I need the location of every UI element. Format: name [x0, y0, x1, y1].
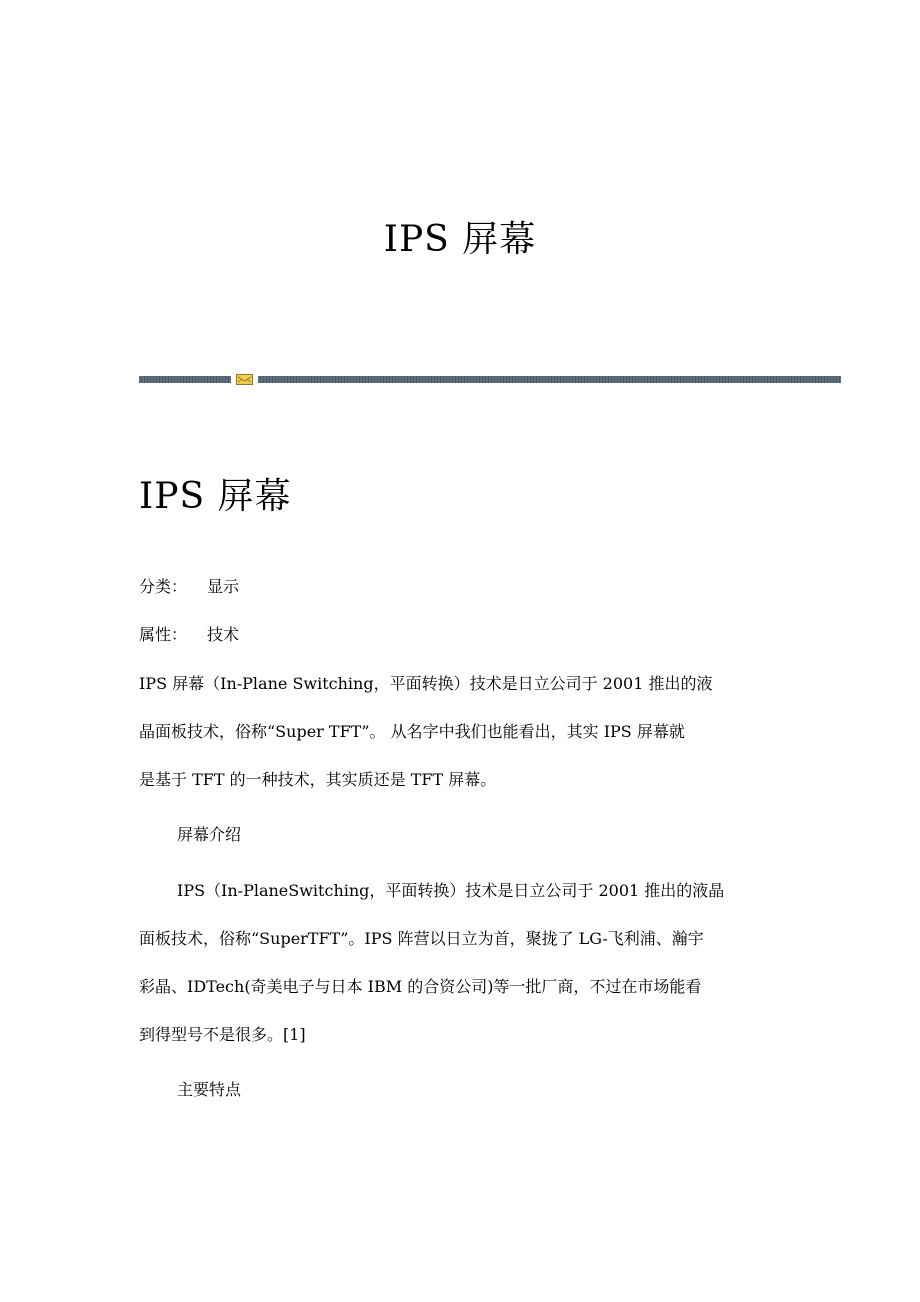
paragraph-line: 是基于 TFT 的一种技术，其实质还是 TFT 屏幕。: [139, 770, 497, 789]
paragraph-line: IPS（In-PlaneSwitching，平面转换）技术是日立公司于 2001 推出的液晶: [177, 881, 725, 900]
paragraph-line: 到得型号不是很多。[1]: [139, 1025, 306, 1044]
intro-paragraph: [139, 660, 779, 804]
paragraph-line: 晶面板技术，俗称“Super TFT”。 从名字中我们也能看出，其实 IPS 屏幕就: [139, 722, 685, 741]
attribute-row: [139, 623, 239, 647]
divider-bar-right: [258, 376, 841, 383]
paragraph-line: IPS 屏幕（In-Plane Switching，平面转换）技术是日立公司于 2001 推出的液: [139, 674, 713, 693]
screen-intro-paragraph: [139, 867, 779, 1059]
cover-title: IPS 屏幕: [383, 219, 537, 260]
paragraph-line: 面板技术，俗称“SuperTFT”。IPS 阵营以日立为首，聚拢了 LG-飞利浦、瀚宇: [139, 929, 704, 948]
paragraph-line: 彩晶、IDTech(奇美电子与日本 IBM 的合资公司)等一批厂商，不过在市场能看: [139, 977, 702, 996]
category-label: 分类：: [139, 577, 188, 596]
section-divider: [139, 374, 841, 386]
divider-ornament-icon: [236, 374, 253, 385]
category-row: [139, 575, 239, 599]
section-title-screen-intro: 屏幕介绍: [177, 825, 242, 844]
attribute-label: 属性：: [139, 625, 188, 644]
article-heading: IPS 屏幕: [139, 476, 292, 517]
divider-bar-left: [139, 376, 231, 383]
attribute-value: 技术: [207, 625, 240, 644]
section-title-main-features: 主要特点: [177, 1080, 242, 1099]
category-value: 显示: [207, 577, 240, 596]
